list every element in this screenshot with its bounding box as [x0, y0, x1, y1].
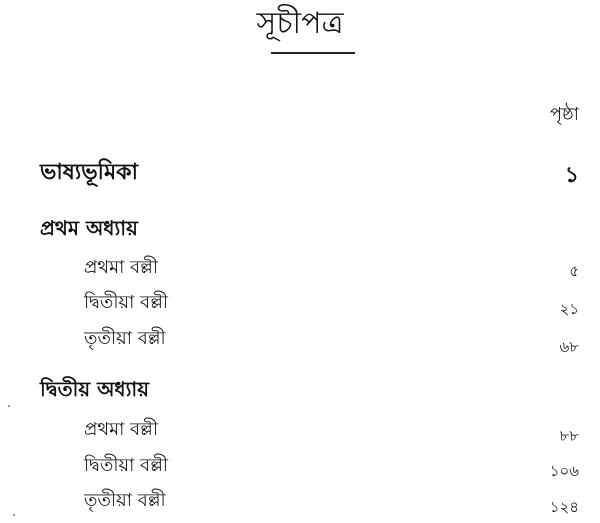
title-underline	[271, 52, 355, 54]
scan-speck	[13, 514, 15, 516]
chapter-1-heading: প্রথম অধ্যায়	[40, 216, 138, 240]
chapter-2-section-2-label: দ্বিতীয়া বল্লী	[84, 455, 169, 476]
chapter-1-section-1-label: প্রথমা বল্লী	[84, 257, 158, 278]
chapter-2-section-2-page: ১০৬	[549, 462, 579, 480]
toc-entry-intro-page: ১	[564, 163, 579, 188]
chapter-1-section-3-label: তৃতীয়া বল্লী	[84, 328, 166, 349]
chapter-2-section-3-label: তৃতীয়া বল্লী	[84, 490, 166, 511]
chapter-2-heading: দ্বিতীয় অধ্যায়	[40, 377, 149, 401]
chapter-2-section-1-page: ৮৮	[559, 427, 579, 445]
chapter-2-section-3-page: ১২৪	[549, 498, 579, 516]
toc-entry-intro-label: ভাষ্যভূমিকা	[40, 160, 138, 185]
page-column-header: পৃষ্ঠা	[549, 104, 579, 125]
chapter-1-section-2-label: দ্বিতীয়া বল্লী	[84, 292, 169, 313]
chapter-1-section-1-page: ৫	[569, 262, 579, 280]
chapter-1-section-2-page: ২১	[559, 300, 579, 318]
scan-speck	[8, 405, 10, 407]
chapter-1-section-3-page: ৬৮	[559, 338, 579, 356]
chapter-2-section-1-label: প্রথমা বল্লী	[84, 419, 158, 440]
page-title: সূচীপত্র	[256, 6, 344, 41]
